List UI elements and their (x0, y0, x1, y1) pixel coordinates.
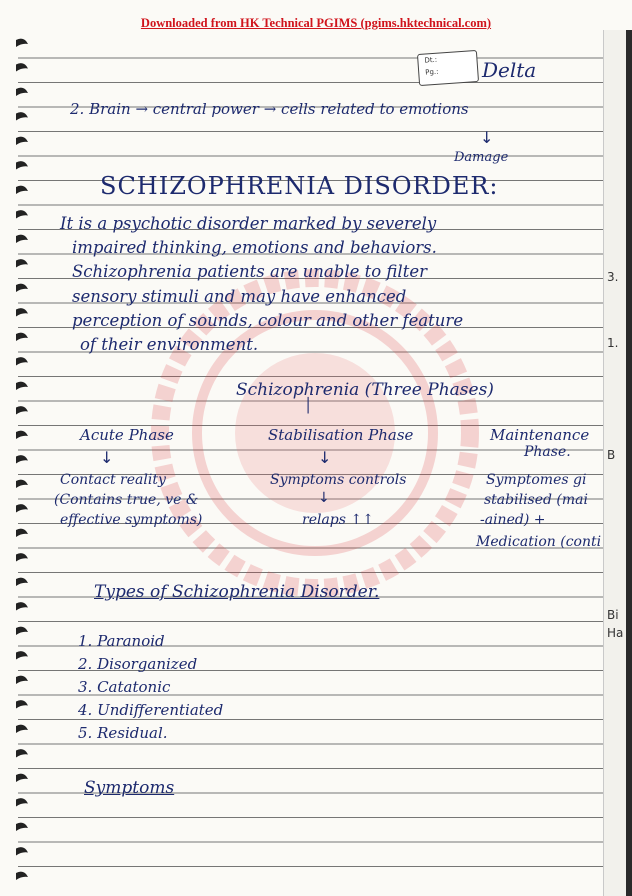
spiral-ring (16, 39, 28, 47)
phase-acute: Acute Phase (80, 426, 174, 444)
page-title: SCHIZOPHRENIA DISORDER: (100, 172, 499, 200)
down-arrow-icon: ↓ (480, 128, 494, 147)
spiral-ring (16, 798, 28, 806)
maint-detail: -ained) + (480, 512, 546, 528)
down-arrow-icon: │ (304, 398, 313, 414)
para-line: It is a psychotic disorder marked by severely (60, 214, 437, 233)
spiral-binding (0, 0, 40, 896)
page-label: Pg.: (424, 67, 439, 77)
spiral-ring (16, 700, 28, 708)
type-item: 2. Disorganized (78, 655, 198, 673)
spiral-ring (16, 480, 28, 488)
phase-maintenance-2: Phase. (524, 444, 571, 460)
type-item: 5. Residual. (78, 724, 168, 742)
maint-detail: Medication (conti (476, 534, 602, 550)
type-item: 3. Catatonic (78, 678, 171, 696)
spiral-ring (16, 186, 28, 194)
page-edge-stripe (626, 30, 632, 896)
acute-detail: effective symptoms) (60, 512, 203, 528)
edge-glyph: B (607, 448, 616, 462)
spiral-ring (16, 308, 28, 316)
spiral-ring (16, 749, 28, 757)
stab-detail: relaps ↑↑ (302, 512, 374, 528)
spiral-ring (16, 578, 28, 586)
date-label: Dt.: (424, 55, 438, 65)
spiral-ring (16, 553, 28, 561)
type-item: 1. Paranoid (78, 632, 165, 650)
spiral-ring (16, 333, 28, 341)
spiral-ring (16, 872, 28, 880)
phase-stabilisation: Stabilisation Phase (268, 426, 414, 444)
brand-mark: Delta (482, 58, 537, 82)
para-line: Schizophrenia patients are unable to filter (72, 262, 427, 281)
spiral-ring (16, 627, 28, 635)
spiral-ring (16, 602, 28, 610)
edge-glyph: 3. (607, 270, 619, 284)
maint-detail: Symptomes gi (486, 472, 587, 488)
spiral-ring (16, 676, 28, 684)
spiral-ring (16, 210, 28, 218)
types-title: Types of Schizophrenia Disorder. (94, 582, 380, 602)
download-banner[interactable]: Downloaded from HK Technical PGIMS (pgims.hktechnical.com) (140, 16, 492, 30)
maint-detail: stabilised (mai (484, 492, 588, 508)
acute-detail: Contact reality (60, 472, 166, 488)
spiral-ring (16, 259, 28, 267)
spiral-ring (16, 651, 28, 659)
spiral-ring (16, 529, 28, 537)
edge-glyph: Bi (607, 608, 619, 622)
para-line: of their environment. (80, 335, 259, 354)
phases-title: Schizophrenia (Three Phases) (236, 380, 494, 400)
down-arrow-icon: ↓ (100, 448, 114, 467)
note-line-top: 2. Brain → central power → cells related to emotions (70, 100, 469, 118)
para-line: perception of sounds, colour and other feature (72, 311, 464, 330)
spiral-ring (16, 774, 28, 782)
spiral-ring (16, 63, 28, 71)
spiral-ring (16, 235, 28, 243)
spiral-ring (16, 431, 28, 439)
spiral-ring (16, 357, 28, 365)
symptoms-title: Symptoms (84, 778, 175, 798)
acute-detail: (Contains true, ve & (54, 492, 199, 508)
spiral-ring (16, 161, 28, 169)
adjacent-page-edge (603, 30, 632, 896)
spiral-ring (16, 455, 28, 463)
spiral-ring (16, 88, 28, 96)
down-arrow-icon: ↓ (318, 448, 332, 467)
type-item: 4. Undifferentiated (78, 701, 224, 719)
spiral-ring (16, 823, 28, 831)
phase-maintenance: Maintenance (490, 426, 590, 444)
edge-glyph: 1. (607, 336, 619, 350)
down-arrow-icon: ↓ (318, 490, 330, 506)
stab-detail: Symptoms controls (270, 472, 407, 488)
spiral-ring (16, 725, 28, 733)
spiral-ring (16, 847, 28, 855)
spiral-ring (16, 112, 28, 120)
date-page-stamp (417, 50, 479, 86)
spiral-ring (16, 382, 28, 390)
edge-glyph: Ha (607, 626, 624, 640)
para-line: sensory stimuli and may have enhanced (72, 287, 407, 306)
spiral-ring (16, 504, 28, 512)
spiral-ring (16, 137, 28, 145)
spiral-ring (16, 284, 28, 292)
note-damage: Damage (454, 150, 509, 165)
para-line: impaired thinking, emotions and behaviors. (72, 238, 437, 257)
spiral-ring (16, 406, 28, 414)
